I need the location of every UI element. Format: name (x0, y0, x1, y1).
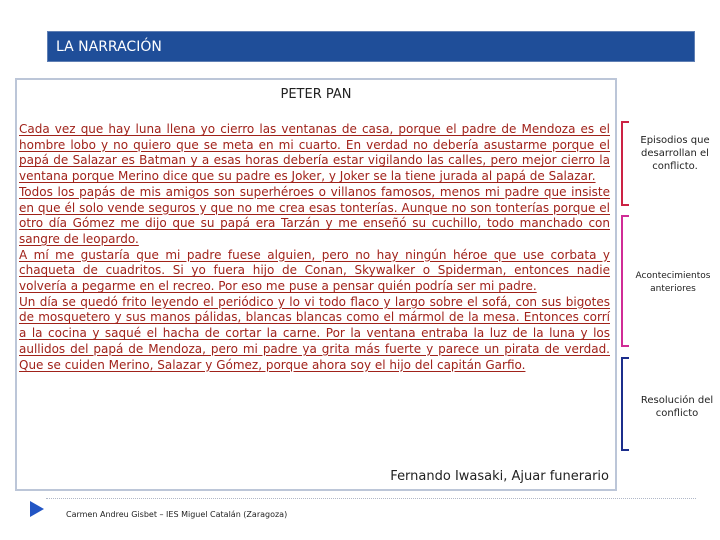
brace-conflict-episodes (621, 121, 629, 206)
story-text (19, 122, 610, 373)
brace-resolution (621, 357, 629, 451)
label-resolution: Resolución del conflicto (640, 395, 714, 419)
play-arrow-icon (30, 501, 44, 517)
story-title: PETER PAN (280, 87, 352, 102)
label-conflict-episodes: Episodios que desarrollan el conflicto. (640, 135, 710, 172)
slide-title: LA NARRACIÓN (56, 39, 162, 55)
footer-divider (46, 498, 696, 499)
author-credit: Fernando Iwasaki, Ajuar funerario (390, 469, 609, 484)
title-bar (47, 31, 695, 62)
paragraph: Cada vez que hay luna llena yo cierro las ventanas de casa, porque el padre de Mendoza es el hombre lobo y no quiero que se meta en mi cuarto. En verdad no debería asustarme porque el papá de Salazar es Batman y a esas horas debería estar vigilando las calles, pero mejor cierro la ventana porque Merino dice que su padre es Joker, y Joker se la tiene jurada al papá de Salazar. (19, 122, 610, 184)
text-box (15, 78, 617, 491)
paragraph: Un día se quedó frito leyendo el periódico y lo vi todo flaco y largo sobre el sofá, con sus bigotes de mosquetero y sus manos pálidas, blancas blancas como el mármol de la mesa. Entonces corrí a la cocina y saqué el hacha de cortar la carne. Por la ventana entraba la luz de la luna y los aullidos del papá de Mendoza, pero mi padre ya grita más fuerte y parece un pirata de verdad. Que se cuiden Merino, Salazar y Gómez, porque ahora soy el hijo del capitán Garfio. (19, 294, 610, 372)
paragraph: A mí me gustaría que mi padre fuese alguien, pero no hay ningún héroe que use corbata y chaqueta de cuadritos. Si yo fuera hijo de Conan, Skywalker o Spiderman, entonces nadie volvería a pegarme en el recreo. Por eso me puse a pensar quién podría ser mi padre. (19, 247, 610, 294)
label-prior-events: Acontecimientos anteriores (635, 271, 711, 294)
brace-prior-events (621, 215, 629, 347)
paragraph: Todos los papás de mis amigos son superhéroes o villanos famosos, menos mi padre que insiste en que él solo vende seguros y que no me crea esas tonterías. Aunque no son tonterías porque el otro día Gómez me dijo que su papá era Tarzán y me enseñó su cuchillo, todo manchado con sangre de leopardo. (19, 184, 610, 246)
footer-credit: Carmen Andreu Gisbet – IES Miguel Catalán (Zaragoza) (66, 510, 288, 519)
